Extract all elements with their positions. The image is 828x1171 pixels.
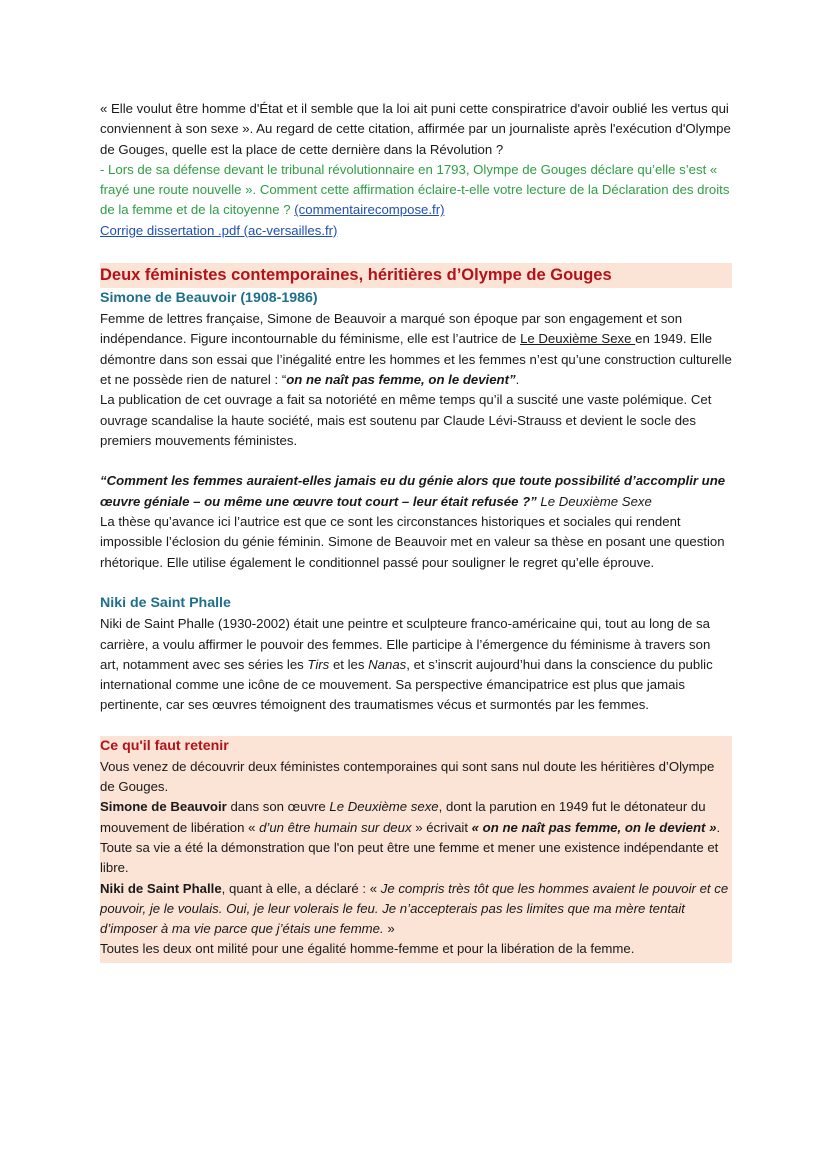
retenir-niki xyxy=(100,879,732,940)
retenir-text: . Toute sa vie a été la démonstration que l'on peut être une femme et mener une existence indépendante et libre. xyxy=(100,819,721,876)
spacer xyxy=(100,451,732,471)
intro-question: « Elle voulut être homme d'État et il semble que la loi ait puni cette conspiratrice d'avoir oublié les vertus qui conviennent à son sexe ». Au regard de cette citation, affirmée par un journaliste après l'exécution d'Olympe de Gouges, quelle est la place de cette dernière dans la Révolution ? xyxy=(100,101,731,157)
beauvoir-quote-source: Le Deuxième Sexe xyxy=(536,493,652,509)
quote-on-ne-nait-pas: « on ne naît pas femme, on le devient » xyxy=(471,819,717,835)
beauvoir-text: Femme de lettres française, Simone de Beauvoir a marqué son époque par son engagement et son indépendance. Figure incontournable du féminisme, elle est l’autrice de xyxy=(100,311,683,347)
intro-green-question xyxy=(100,160,732,221)
niki-text: et les xyxy=(329,656,369,672)
beauvoir-paragraph-2: La publication de cet ouvrage a fait sa notoriété en même temps qu’il a suscité une vaste polémique. Cet ouvrage scandalise la haute société, mais est soutenu par Claude Lévi-Strauss et devient le socle des premiers mouvements féministes. xyxy=(100,392,712,448)
retenir-conclusion: Toutes les deux ont milité pour une égalité homme-femme et pour la libération de la femme. xyxy=(100,941,635,957)
beauvoir-quote: “Comment les femmes auraient-elles jamais eu du génie alors que toute possibilité d’accomplir une œuvre géniale – ou même une œuvre tout court – leur était refusée ?” xyxy=(100,473,726,509)
retenir-beauvoir xyxy=(100,797,732,878)
beauvoir-name: Simone de Beauvoir xyxy=(100,799,227,815)
green-question-text: - Lors de sa défense devant le tribunal révolutionnaire en 1793, Olympe de Gouges déclare qu’elle s’est « frayé une route nouvelle ». Comment cette affirmation éclaire-t-elle votre lecture de la Déclaration des droits de la femme et de la citoyenne ? xyxy=(100,161,730,218)
book-title: Le Deuxième sexe xyxy=(329,799,439,815)
retenir-box xyxy=(100,736,732,963)
retenir-intro: Vous venez de découvrir deux féministes contemporaines qui sont sans nul doute les héritières d’Olympe de Gouges. xyxy=(100,758,715,795)
beauvoir-quote-block xyxy=(100,471,732,512)
retenir-text: » écrivait xyxy=(411,819,472,835)
corrige-dissertation-link[interactable]: Corrige dissertation .pdf (ac-versailles.fr) xyxy=(100,222,338,238)
niki-paragraph xyxy=(100,614,732,715)
niki-name: Niki de Saint Phalle xyxy=(100,880,222,896)
beauvoir-quote-inline: on ne naît pas femme, on le devient” xyxy=(286,371,516,387)
beauvoir-paragraph-3: La thèse qu’avance ici l’autrice est que ce sont les circonstances historiques et sociales qui rendent impossible l’éclosion du génie féminin. Simone de Beauvoir met en valeur sa thèse en posant une question rhétorique. Elle utilise également le conditionnel passé pour souligner le regret qu’elle éprouve. xyxy=(100,514,725,570)
beauvoir-heading: Simone de Beauvoir (1908-1986) xyxy=(100,290,318,307)
series-nanas: Nanas xyxy=(368,656,407,672)
retenir-text: , dont la parution en 1949 fut le détonateur du mouvement de libération « xyxy=(100,799,706,835)
niki-quote: Je compris très tôt que les hommes avaient le pouvoir et ce pouvoir, je le voulais. Oui, je leur volerais le feu. Je n’accepterais pas les limites que ma mère tentait d’imposer à ma vie parce que j’étais une femme. xyxy=(100,880,729,937)
niki-text: Niki de Saint Phalle (1930-2002) était une peintre et sculpteure franco-américaine qui, tout au long de sa carrière, a voulu affirmer le pouvoir des femmes. Elle participe à l’émergence du féminisme à travers son art, notamment avec ses séries les xyxy=(100,616,711,672)
document-page xyxy=(100,99,732,963)
series-tirs: Tirs xyxy=(307,656,330,672)
book-title-deuxieme-sexe: Le Deuxième Sexe xyxy=(520,331,636,347)
spacer xyxy=(100,573,732,593)
beauvoir-paragraph-1 xyxy=(100,309,732,390)
niki-heading: Niki de Saint Phalle xyxy=(100,595,231,612)
retenir-text: » xyxy=(383,921,395,937)
commentairecompose-link[interactable]: (commentairecompose.fr) xyxy=(294,202,445,218)
section-title: Deux féministes contemporaines, héritières d’Olympe de Gouges xyxy=(100,263,732,288)
intro-link-line xyxy=(100,221,732,241)
retenir-text: , quant à elle, a déclaré : « xyxy=(221,880,381,896)
niki-text: , et s’inscrit aujourd’hui dans la conscience du public international comme une icône de ce mouvement. Sa perspective émancipatrice est plus que jamais pertinente, car ses œuvres témoignent des traumatismes vécus et surmontés par les femmes. xyxy=(100,656,713,713)
beauvoir-text: . xyxy=(515,371,520,387)
beauvoir-text: en 1949. Elle démontre dans son essai que l’inégalité entre les hommes et les femmes n’est qu’une construction culturelle et ne possède rien de naturel : “ xyxy=(100,331,732,387)
retenir-text: dans son œuvre xyxy=(226,799,330,815)
retenir-title: Ce qu'il faut retenir xyxy=(100,737,229,754)
quote-etre-humain: d’un être humain sur deux xyxy=(259,819,412,835)
